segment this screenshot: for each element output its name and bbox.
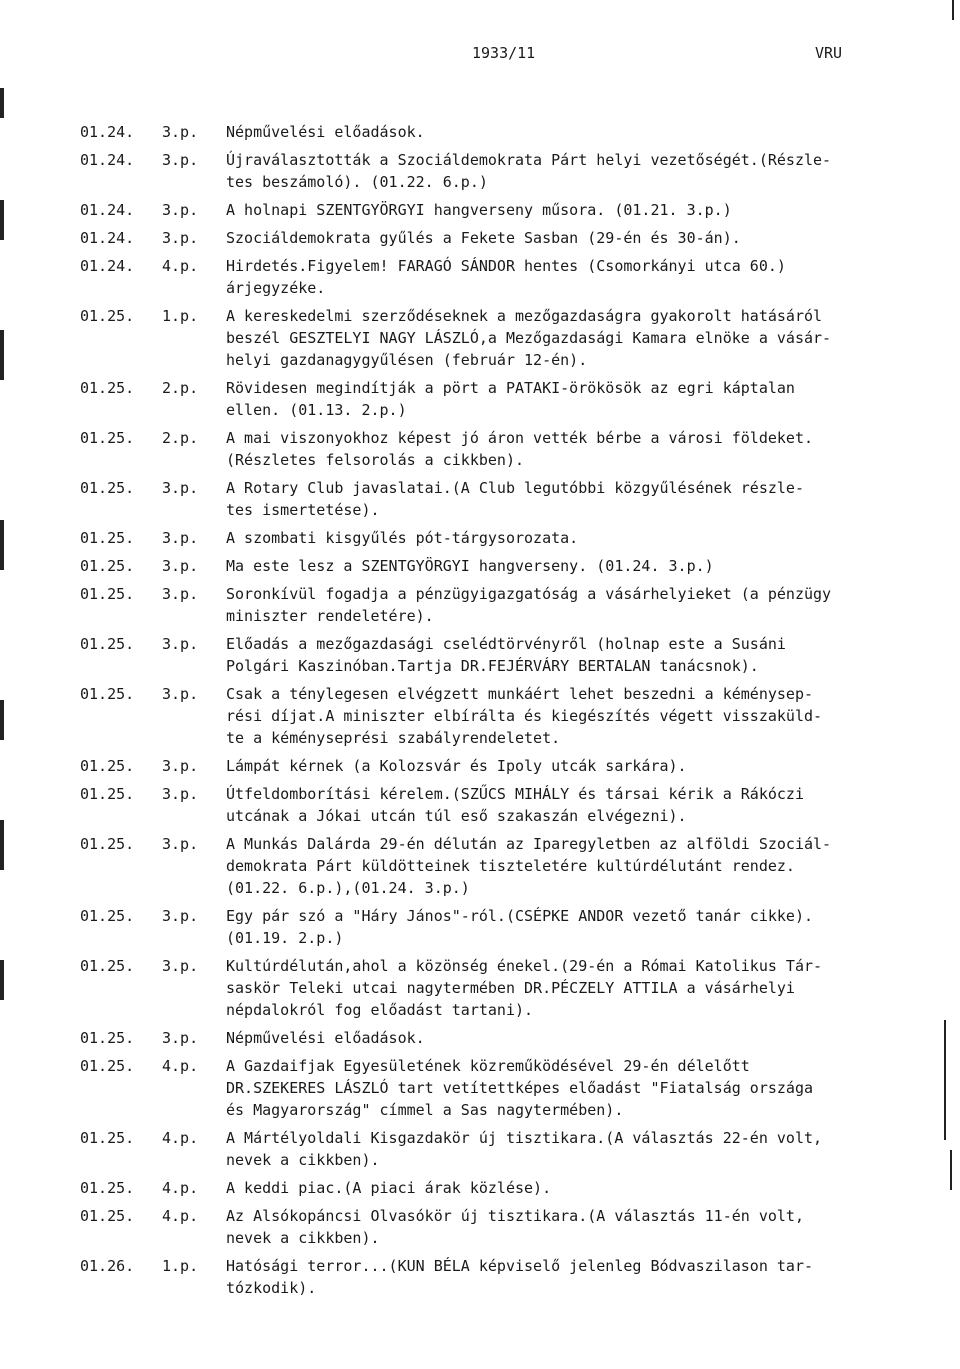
entry-page: 3.p.	[162, 529, 199, 547]
entry-text: Előadás a mezőgazdasági cselédtörvényről (holnap este a Susáni Polgári Kaszinóban.Tartja DR.FEJÉRVÁRY BERTALAN tanácsnok).	[226, 635, 786, 675]
entry-text: A Rotary Club javaslatai.(A Club legutóbbi közgyűlésének részle- tes ismertetése).	[226, 479, 804, 519]
entry-date: 01.25.	[80, 1057, 135, 1075]
entry-text: Hirdetés.Figyelem! FARAGÓ SÁNDOR hentes (Csomorkányi utca 60.) árjegyzéke.	[226, 257, 786, 297]
entry-date: 01.25.	[80, 307, 135, 325]
entry-date: 01.25.	[80, 785, 135, 803]
page-header	[0, 44, 960, 70]
list-item	[0, 527, 960, 549]
entry-text: A keddi piac.(A piaci árak közlése).	[226, 1179, 552, 1197]
entry-text: Csak a ténylegesen elvégzett munkáért lehet beszedni a kéménysep- rési díjat.A miniszter elbírálta és kiegészítés végett visszaküld- te a kéményseprési szabályrendeletet.	[226, 685, 823, 747]
list-item	[0, 1027, 960, 1049]
list-item	[0, 905, 960, 949]
entry-text: Ma este lesz a SZENTGYÖRGYI hangverseny. (01.24. 3.p.)	[226, 557, 714, 575]
entry-page: 4.p.	[162, 257, 199, 275]
list-item	[0, 121, 960, 143]
list-item	[0, 477, 960, 521]
list-item	[0, 1205, 960, 1249]
entry-page: 3.p.	[162, 907, 199, 925]
entry-text: Hatósági terror...(KUN BÉLA képviselő jelenleg Bódvaszilason tar- tózkodik).	[226, 1257, 813, 1297]
entry-date: 01.24.	[80, 257, 135, 275]
list-item	[0, 583, 960, 627]
list-item	[0, 1255, 960, 1299]
entry-page: 3.p.	[162, 685, 199, 703]
entry-date: 01.25.	[80, 1029, 135, 1047]
list-item	[0, 227, 960, 249]
list-item	[0, 1177, 960, 1199]
entry-page: 4.p.	[162, 1207, 199, 1225]
entry-page: 3.p.	[162, 835, 199, 853]
list-item	[0, 683, 960, 749]
entry-text: Szociáldemokrata gyűlés a Fekete Sasban (29-én és 30-án).	[226, 229, 741, 247]
entry-date: 01.24.	[80, 229, 135, 247]
entry-page: 3.p.	[162, 635, 199, 653]
entry-page: 2.p.	[162, 379, 199, 397]
list-item	[0, 955, 960, 1021]
entry-date: 01.25.	[80, 907, 135, 925]
entry-date: 01.25.	[80, 957, 135, 975]
list-item	[0, 305, 960, 371]
entry-date: 01.25.	[80, 379, 135, 397]
scan-edge-mark	[952, 0, 954, 20]
entry-page: 3.p.	[162, 757, 199, 775]
entry-page: 3.p.	[162, 557, 199, 575]
entry-date: 01.25.	[80, 835, 135, 853]
entry-text: Népművelési előadások.	[226, 123, 425, 141]
entry-date: 01.26.	[80, 1257, 135, 1275]
list-item	[0, 1055, 960, 1121]
entry-text: Népművelési előadások.	[226, 1029, 425, 1047]
list-item	[0, 633, 960, 677]
list-item	[0, 783, 960, 827]
entry-date: 01.25.	[80, 429, 135, 447]
entry-text: Rövidesen megindítják a pört a PATAKI-örökösök az egri káptalan ellen. (01.13. 2.p.)	[226, 379, 795, 419]
entry-page: 4.p.	[162, 1057, 199, 1075]
entry-text: Soronkívül fogadja a pénzügyigazgatóság a vásárhelyieket (a pénzügy miniszter rendeletére).	[226, 585, 832, 625]
list-item	[0, 555, 960, 577]
entry-page: 3.p.	[162, 479, 199, 497]
scan-edge-mark	[0, 88, 4, 118]
document-tag: VRU	[815, 44, 843, 62]
entry-page: 3.p.	[162, 201, 199, 219]
document-code: 1933/11	[472, 44, 536, 62]
entry-date: 01.25.	[80, 1129, 135, 1147]
entry-date: 01.25.	[80, 635, 135, 653]
entry-text: A holnapi SZENTGYÖRGYI hangverseny műsora. (01.21. 3.p.)	[226, 201, 732, 219]
entry-page: 4.p.	[162, 1129, 199, 1147]
entry-list	[0, 121, 960, 1305]
entry-date: 01.25.	[80, 685, 135, 703]
entry-text: A kereskedelmi szerződéseknek a mezőgazdaságra gyakorolt hatásáról beszél GESZTELYI NAGY LÁSZLÓ,a Mezőgazdasági Kamara elnöke a vásár- helyi gazdanagygyűlésen (február 12-én).	[226, 307, 832, 369]
entry-text: Újraválasztották a Szociáldemokrata Párt helyi vezetőségét.(Részle- tes beszámoló). (01.22. 6.p.)	[226, 151, 832, 191]
entry-text: Egy pár szó a "Háry János"-ról.(CSÉPKE ANDOR vezető tanár cikke). (01.19. 2.p.)	[226, 907, 813, 947]
entry-text: Kultúrdélután,ahol a közönség énekel.(29-én a Római Katolikus Tár- saskör Teleki utcai nagytermében DR.PÉCZELY ATTILA a vásárhelyi népdalokról fog előadást tartani).	[226, 957, 823, 1019]
entry-page: 1.p.	[162, 307, 199, 325]
list-item	[0, 255, 960, 299]
entry-text: A Mártélyoldali Kisgazdakör új tisztikara.(A választás 22-én volt, nevek a cikkben).	[226, 1129, 823, 1169]
list-item	[0, 1127, 960, 1171]
entry-page: 3.p.	[162, 785, 199, 803]
entry-text: A szombati kisgyűlés pót-tárgysorozata.	[226, 529, 579, 547]
entry-page: 3.p.	[162, 229, 199, 247]
entry-text: Az Alsókopáncsi Olvasókör új tisztikara.(A választás 11-én volt, nevek a cikkben).	[226, 1207, 804, 1247]
entry-date: 01.25.	[80, 585, 135, 603]
entry-page: 3.p.	[162, 151, 199, 169]
entry-date: 01.25.	[80, 1179, 135, 1197]
entry-page: 3.p.	[162, 585, 199, 603]
list-item	[0, 427, 960, 471]
entry-text: Útfeldomborítási kérelem.(SZŰCS MIHÁLY és társai kérik a Rákóczi utcának a Jókai utcán túl eső szakaszán elvégezni).	[226, 785, 804, 825]
entry-date: 01.25.	[80, 529, 135, 547]
entry-text: A mai viszonyokhoz képest jó áron vették bérbe a városi földeket. (Részletes felsorolás a cikkben).	[226, 429, 813, 469]
list-item	[0, 833, 960, 899]
entry-page: 3.p.	[162, 1029, 199, 1047]
entry-date: 01.25.	[80, 757, 135, 775]
entry-page: 1.p.	[162, 1257, 199, 1275]
list-item	[0, 149, 960, 193]
entry-date: 01.24.	[80, 123, 135, 141]
entry-page: 3.p.	[162, 957, 199, 975]
entry-text: A Gazdaifjak Egyesületének közreműködésével 29-én délelőtt DR.SZEKERES LÁSZLÓ tart vetítettképes előadást "Fiatalság országa és Magyarország" címmel a Sas nagytermében).	[226, 1057, 813, 1119]
list-item	[0, 199, 960, 221]
entry-date: 01.25.	[80, 479, 135, 497]
entry-text: Lámpát kérnek (a Kolozsvár és Ipoly utcák sarkára).	[226, 757, 687, 775]
list-item	[0, 755, 960, 777]
entry-page: 2.p.	[162, 429, 199, 447]
entry-date: 01.25.	[80, 1207, 135, 1225]
entry-text: A Munkás Dalárda 29-én délután az Iparegyletben az alföldi Szociál- demokrata Párt küldötteinek tiszteletére kultúrdélutánt rendez. (01.22. 6.p.),(01.24. 3.p.)	[226, 835, 832, 897]
entry-date: 01.24.	[80, 201, 135, 219]
entry-date: 01.25.	[80, 557, 135, 575]
entry-page: 3.p.	[162, 123, 199, 141]
entry-date: 01.24.	[80, 151, 135, 169]
entry-page: 4.p.	[162, 1179, 199, 1197]
list-item	[0, 377, 960, 421]
